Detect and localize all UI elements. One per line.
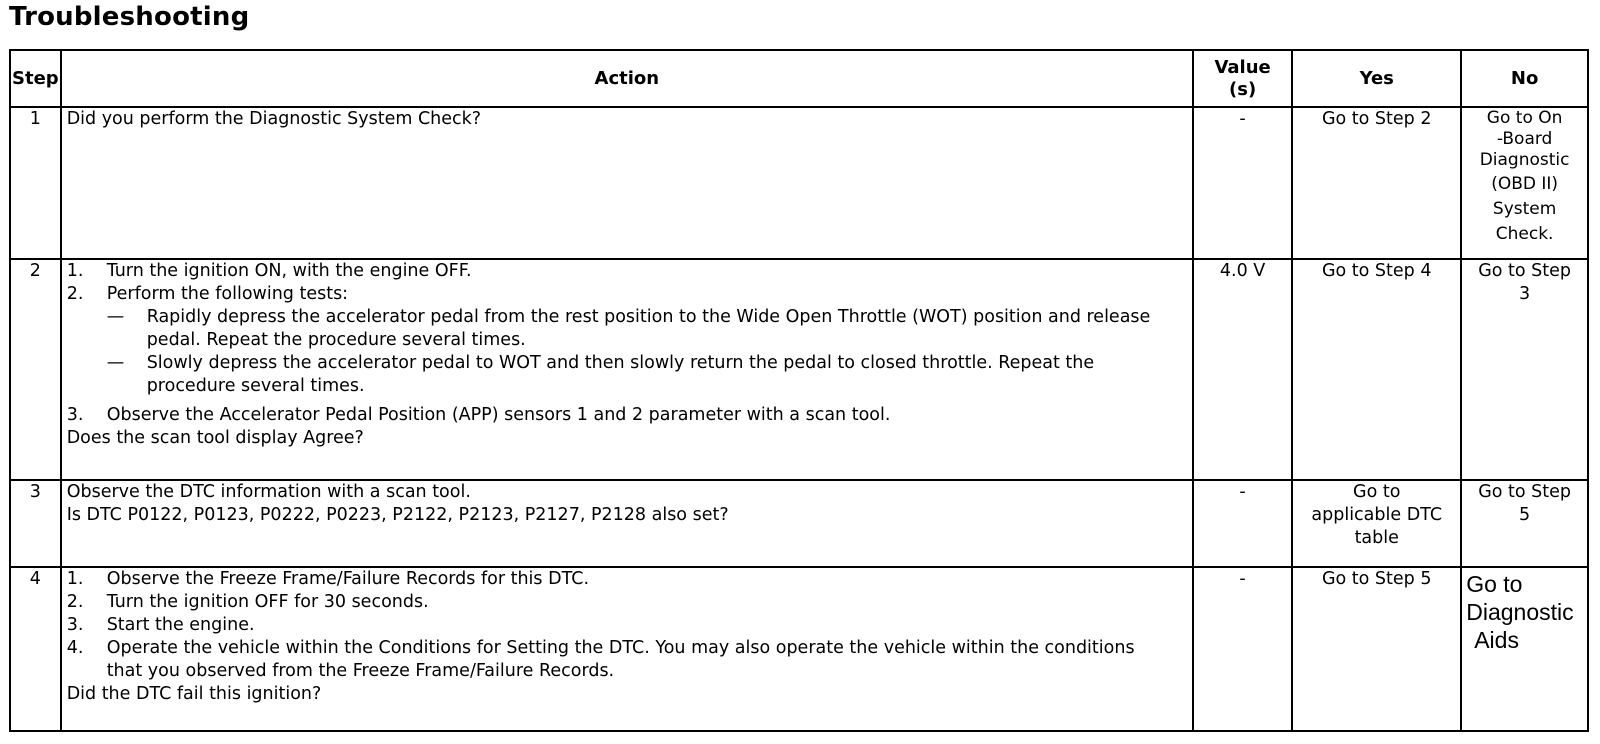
list-text: Turn the ignition ON, with the engine OFF. [106, 261, 472, 281]
list-text: Operate the vehicle within the Conditions for Setting the DTC. You may also operate the vehicle within the conditions that you observed from the Freeze Frame/Failure Records. [106, 638, 1135, 681]
no-cell [1461, 259, 1588, 480]
step-number: 2 [10, 259, 61, 480]
step-number: 3 [10, 480, 61, 567]
action-list-item [67, 568, 1187, 591]
action-cell [61, 259, 1193, 480]
yes-cell: Go to Step 4 [1292, 259, 1461, 480]
action-list-item [67, 614, 1187, 637]
value-cell: - [1193, 480, 1292, 567]
action-cell [61, 480, 1193, 567]
list-number: 4. [66, 638, 84, 658]
list-number: 1. [66, 261, 84, 281]
action-question: Is DTC P0122, P0123, P0222, P0223, P2122, P2123, P2127, P2128 also set? [66, 505, 729, 525]
table-row [10, 259, 1588, 480]
action-list-item [67, 637, 1187, 683]
list-text: Observe the Accelerator Pedal Position (APP) sensors 1 and 2 parameter with a scan tool. [106, 405, 891, 425]
action-sub-item [67, 306, 1187, 352]
list-number: 2. [66, 284, 84, 304]
no-line: Diagnostic [1479, 150, 1570, 170]
header-value-line2: (s) [1229, 78, 1257, 100]
dash-bullet: — [106, 307, 125, 327]
action-sub-item [67, 352, 1187, 398]
action-list-item [67, 283, 1187, 306]
yes-cell: Go to Step 5 [1292, 567, 1461, 731]
header-yes: Yes [1292, 50, 1461, 107]
no-line: Check. [1495, 224, 1554, 244]
action-cell [61, 107, 1193, 259]
action-question: Did the DTC fail this ignition? [66, 684, 322, 704]
table-row [10, 107, 1588, 259]
no-line: -Board [1496, 129, 1553, 149]
header-value-line1: Value [1214, 56, 1271, 78]
no-line: Go to Step [1478, 261, 1572, 281]
dash-bullet: — [106, 353, 125, 373]
page-title: Troubleshooting [9, 2, 250, 32]
list-text: Perform the following tests: [106, 284, 349, 304]
no-cell [1461, 567, 1588, 731]
sub-item-text: Slowly depress the accelerator pedal to WOT and then slowly return the pedal to closed throttle. Repeat the procedure several times. [146, 353, 1095, 396]
no-line: Go to [1466, 571, 1523, 597]
no-cell [1461, 107, 1588, 259]
step-number: 4 [10, 567, 61, 731]
list-text: Start the engine. [106, 615, 255, 635]
action-text: Did you perform the Diagnostic System Check? [66, 109, 482, 129]
header-action: Action [61, 50, 1193, 107]
list-number: 3. [66, 615, 84, 635]
value-cell: 4.0 V [1193, 259, 1292, 480]
list-text: Observe the Freeze Frame/Failure Records for this DTC. [106, 569, 590, 589]
no-line: 3 [1519, 284, 1531, 304]
no-line: (OBD II) [1491, 174, 1559, 194]
no-line: 5 [1519, 505, 1531, 525]
step-number: 1 [10, 107, 61, 259]
yes-line: table [1354, 528, 1399, 548]
yes-cell [1292, 480, 1461, 567]
yes-line: applicable DTC [1311, 505, 1443, 525]
header-value [1193, 50, 1292, 107]
sub-item-text: Rapidly depress the accelerator pedal from the rest position to the Wide Open Throttle (WOT) position and release pedal. Repeat the procedure several times. [146, 307, 1151, 350]
action-cell [61, 567, 1193, 731]
table-header-row [10, 50, 1588, 107]
value-cell: - [1193, 107, 1292, 259]
no-line: Diagnostic [1466, 599, 1574, 625]
action-list-item [67, 260, 1187, 283]
no-line: Aids [1474, 627, 1519, 653]
list-number: 3. [66, 405, 84, 425]
value-cell: - [1193, 567, 1292, 731]
action-list-item [67, 591, 1187, 614]
action-text: Observe the DTC information with a scan tool. [66, 482, 471, 502]
action-list-item [67, 404, 1187, 427]
no-line: Go to Step [1478, 482, 1572, 502]
list-text: Turn the ignition OFF for 30 seconds. [106, 592, 429, 612]
table-row [10, 480, 1588, 567]
troubleshooting-table [9, 49, 1589, 732]
table-row [10, 567, 1588, 731]
yes-line: Go to [1353, 482, 1401, 502]
header-no: No [1461, 50, 1588, 107]
list-number: 1. [66, 569, 84, 589]
list-number: 2. [66, 592, 84, 612]
no-line: System [1492, 199, 1557, 219]
no-line: Go to On [1486, 108, 1563, 128]
yes-cell: Go to Step 2 [1292, 107, 1461, 259]
action-question: Does the scan tool display Agree? [66, 428, 364, 448]
no-cell [1461, 480, 1588, 567]
header-step: Step [10, 50, 61, 107]
